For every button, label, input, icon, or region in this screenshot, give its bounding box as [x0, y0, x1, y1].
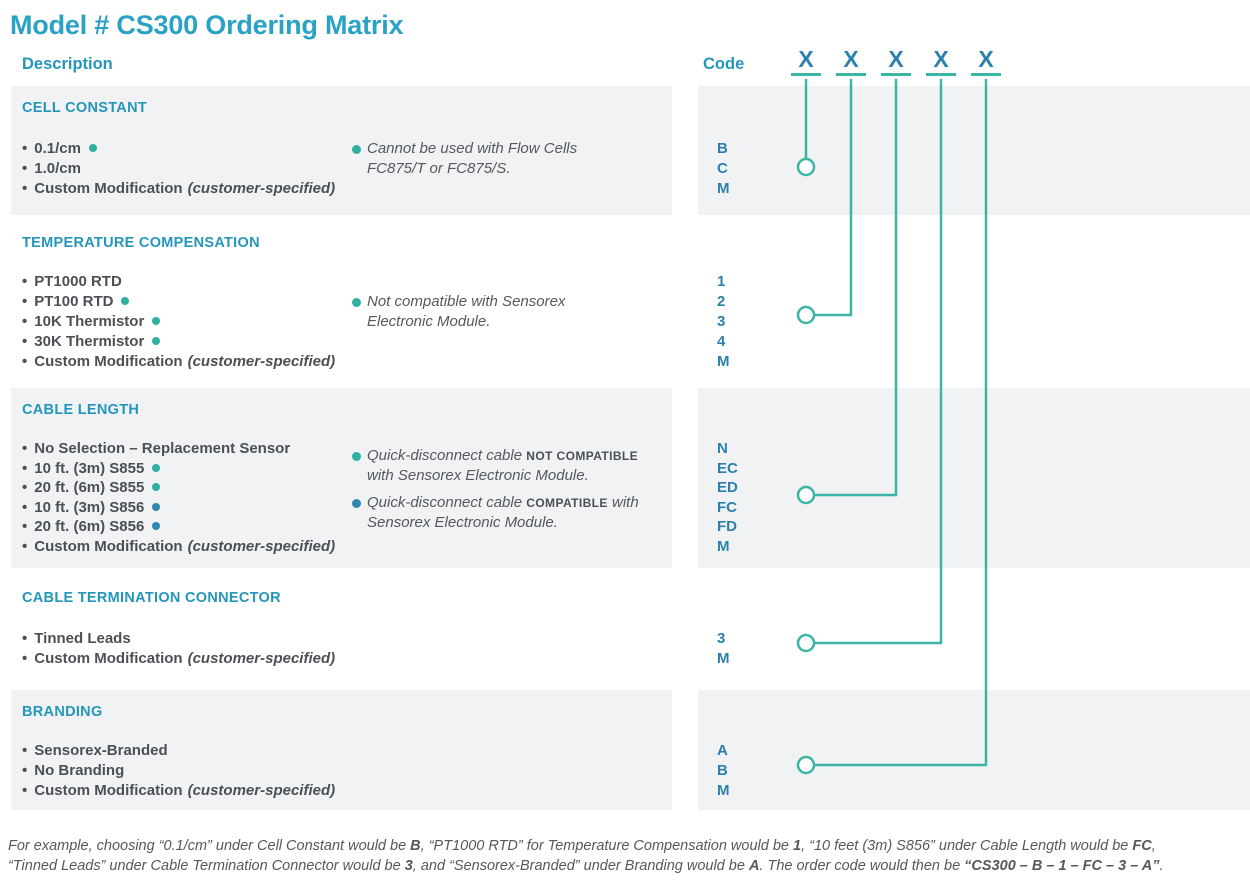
option-item	[22, 537, 335, 557]
note-line	[367, 493, 639, 513]
code-placeholder-x-1: X	[791, 46, 821, 76]
footer-text: . The order code would then be	[759, 858, 965, 874]
option-label: 20 ft. (6m) S855	[34, 479, 145, 496]
green-note-marker-icon	[152, 464, 160, 472]
section-cable-termination-connector-description-panel	[11, 568, 672, 690]
footer-text: , and “Sensorex-Branded” under Branding would be	[412, 858, 749, 874]
note-text: Not compatible with Sensorex	[367, 293, 566, 310]
code-column-header: Code	[703, 55, 745, 73]
section-cable-termination-connector-codes	[717, 629, 730, 669]
footer-text: “Tinned Leads” under Cable Termination Connector would be	[8, 858, 405, 874]
footer-example-text	[8, 836, 1164, 876]
code-letter: M	[717, 782, 730, 799]
option-item	[22, 332, 335, 352]
code-letter: FC	[717, 498, 737, 516]
footer-text: , “PT1000 RTD” for Temperature Compensation would be	[420, 838, 794, 854]
code-letter: C	[717, 160, 728, 177]
section-cable-length-title: CABLE LENGTH	[22, 402, 140, 418]
note-text: Quick-disconnect cable	[367, 447, 527, 464]
footer-text: .	[1159, 858, 1164, 874]
blue-note-marker-icon	[152, 503, 160, 511]
note-text: Electronic Module.	[367, 313, 491, 330]
note-emphasis: NOT COMPATIBLE	[526, 449, 639, 463]
code-letter: M	[717, 650, 730, 667]
option-label: PT100 RTD	[34, 293, 114, 310]
note-line	[367, 139, 577, 159]
option-item	[22, 517, 335, 537]
option-label: Custom Modification	[34, 180, 183, 197]
code-placeholder-x-5: X	[971, 46, 1001, 76]
code-letter: FD	[717, 518, 737, 535]
option-item	[22, 498, 335, 518]
option-label: PT1000 RTD	[34, 273, 122, 290]
option-item	[22, 159, 335, 179]
code-letter: B	[717, 762, 728, 779]
option-label: 10 ft. (3m) S856	[34, 498, 145, 516]
section-cell-constant-description-panel	[11, 86, 672, 215]
option-label: 0.1/cm	[34, 140, 81, 157]
option-label-qualifier: (customer-specified)	[187, 782, 336, 799]
option-item	[22, 741, 335, 761]
section-cell-constant-code-panel	[698, 86, 1250, 215]
option-label-qualifier: (customer-specified)	[187, 353, 336, 370]
code-letter: 2	[717, 293, 726, 310]
bullet-icon: •	[22, 440, 28, 457]
section-cable-length-codes	[717, 439, 738, 556]
code-letter: 1	[717, 273, 726, 290]
bullet-icon: •	[22, 333, 28, 350]
bullet-icon: •	[22, 630, 28, 647]
blue-note-bullet-icon	[352, 499, 361, 508]
section-branding-description-panel	[11, 690, 672, 810]
section-cable-termination-connector-options	[22, 629, 335, 669]
bullet-icon: •	[22, 160, 28, 177]
section-temperature-compensation-description-panel	[11, 215, 672, 388]
section-cable-length-code-panel	[698, 388, 1250, 568]
code-letter: M	[717, 353, 730, 370]
code-letter: EC	[717, 459, 738, 477]
section-cable-length-note-1	[352, 446, 638, 486]
option-label: 30K Thermistor	[34, 333, 145, 350]
code-letter: 3	[717, 630, 726, 647]
blue-note-marker-icon	[152, 522, 160, 530]
note-line	[367, 513, 639, 533]
note-line	[367, 159, 577, 179]
note-emphasis: COMPATIBLE	[526, 496, 608, 510]
option-label-qualifier: (customer-specified)	[187, 650, 336, 667]
bullet-icon: •	[22, 293, 28, 310]
green-note-bullet-icon	[352, 145, 361, 154]
option-label: Custom Modification	[34, 650, 183, 667]
description-column-header: Description	[22, 55, 113, 73]
green-note-bullet-icon	[352, 452, 361, 461]
note-text: Quick-disconnect cable	[367, 494, 527, 511]
footer-text: , “10 feet (3m) S856” under Cable Length would be	[801, 838, 1133, 854]
option-label: Custom Modification	[34, 782, 183, 799]
section-cell-constant-note-1	[352, 139, 577, 179]
option-item	[22, 179, 335, 199]
note-text: Sensorex Electronic Module.	[367, 514, 558, 531]
bullet-icon: •	[22, 762, 28, 779]
green-note-bullet-icon	[352, 298, 361, 307]
bullet-icon: •	[22, 537, 28, 555]
option-label: 10K Thermistor	[34, 313, 145, 330]
option-item	[22, 272, 335, 292]
option-label-qualifier: (customer-specified)	[187, 180, 336, 197]
note-text: with	[607, 494, 639, 511]
footer-text: ,	[1151, 838, 1156, 854]
footer-code-emphasis: “CS300 – B – 1 – FC – 3 – A”	[964, 858, 1160, 874]
bullet-icon: •	[22, 180, 28, 197]
option-label: 1.0/cm	[34, 160, 81, 177]
option-item	[22, 761, 335, 781]
code-letter: N	[717, 440, 728, 457]
code-letter: M	[717, 537, 730, 555]
green-note-marker-icon	[152, 483, 160, 491]
footer-code-emphasis: A	[748, 858, 760, 874]
section-cable-length-options	[22, 439, 335, 556]
section-cell-constant-title: CELL CONSTANT	[22, 100, 147, 116]
footer-line	[8, 856, 1164, 876]
section-temperature-compensation-code-panel	[698, 215, 1250, 388]
note-line	[367, 292, 565, 312]
section-branding-codes	[717, 741, 730, 801]
code-letter: M	[717, 180, 730, 197]
code-letter: 3	[717, 313, 726, 330]
bullet-icon: •	[22, 518, 28, 535]
footer-code-emphasis: 1	[793, 838, 802, 854]
bullet-icon: •	[22, 353, 28, 370]
option-item	[22, 312, 335, 332]
green-note-marker-icon	[152, 337, 160, 345]
option-item	[22, 352, 335, 372]
bullet-icon: •	[22, 273, 28, 290]
bullet-icon: •	[22, 140, 28, 157]
note-line	[367, 446, 638, 466]
option-label: No Branding	[34, 762, 125, 779]
section-cable-length-description-panel	[11, 388, 672, 568]
note-line	[367, 312, 565, 332]
section-branding-code-panel	[698, 690, 1250, 810]
green-note-marker-icon	[152, 317, 160, 325]
section-temperature-compensation-codes	[717, 272, 730, 372]
option-item	[22, 439, 335, 459]
option-label-qualifier: (customer-specified)	[187, 537, 336, 555]
section-cable-termination-connector-title: CABLE TERMINATION CONNECTOR	[22, 590, 281, 606]
section-branding-options	[22, 741, 335, 801]
note-line	[367, 466, 638, 486]
note-text: Cannot be used with Flow Cells	[367, 140, 578, 157]
code-placeholder-x-4: X	[926, 46, 956, 76]
green-note-marker-icon	[89, 144, 97, 152]
code-placeholder-x-2: X	[836, 46, 866, 76]
green-note-marker-icon	[121, 297, 129, 305]
option-label: Custom Modification	[34, 353, 183, 370]
page-title: Model # CS300 Ordering Matrix	[10, 10, 404, 40]
option-label: No Selection – Replacement Sensor	[34, 440, 291, 457]
footer-code-emphasis: B	[410, 838, 421, 854]
bullet-icon: •	[22, 459, 28, 477]
option-item	[22, 478, 335, 498]
section-cable-termination-connector-code-panel	[698, 568, 1250, 690]
footer-text: For example, choosing “0.1/cm” under Cell Constant would be	[8, 838, 411, 854]
footer-line	[8, 836, 1164, 856]
bullet-icon: •	[22, 742, 28, 759]
footer-code-emphasis: 3	[404, 858, 413, 874]
bullet-icon: •	[22, 498, 28, 516]
section-cell-constant-options	[22, 139, 335, 199]
section-temperature-compensation-note-1	[352, 292, 565, 332]
code-letter: 4	[717, 333, 726, 350]
section-branding-title: BRANDING	[22, 704, 103, 720]
section-cable-length-note-2	[352, 493, 639, 533]
section-temperature-compensation-options	[22, 272, 335, 372]
code-placeholder-x-3: X	[881, 46, 911, 76]
note-text: with Sensorex Electronic Module.	[367, 467, 589, 484]
option-item	[22, 459, 335, 479]
bullet-icon: •	[22, 479, 28, 496]
section-cell-constant-codes	[717, 139, 730, 199]
option-label: Tinned Leads	[34, 630, 131, 647]
option-item	[22, 781, 335, 801]
section-temperature-compensation-title: TEMPERATURE COMPENSATION	[22, 235, 260, 251]
note-text: FC875/T or FC875/S.	[367, 160, 511, 177]
bullet-icon: •	[22, 313, 28, 330]
code-letter: ED	[717, 479, 738, 496]
option-item	[22, 139, 335, 159]
bullet-icon: •	[22, 650, 28, 667]
code-letter: A	[717, 742, 728, 759]
option-label: Sensorex-Branded	[34, 742, 168, 759]
option-item	[22, 629, 335, 649]
option-label: Custom Modification	[34, 537, 183, 555]
option-item	[22, 649, 335, 669]
bullet-icon: •	[22, 782, 28, 799]
option-label: 20 ft. (6m) S856	[34, 518, 145, 535]
option-item	[22, 292, 335, 312]
code-letter: B	[717, 140, 728, 157]
option-label: 10 ft. (3m) S855	[34, 459, 145, 477]
footer-code-emphasis: FC	[1132, 838, 1152, 854]
